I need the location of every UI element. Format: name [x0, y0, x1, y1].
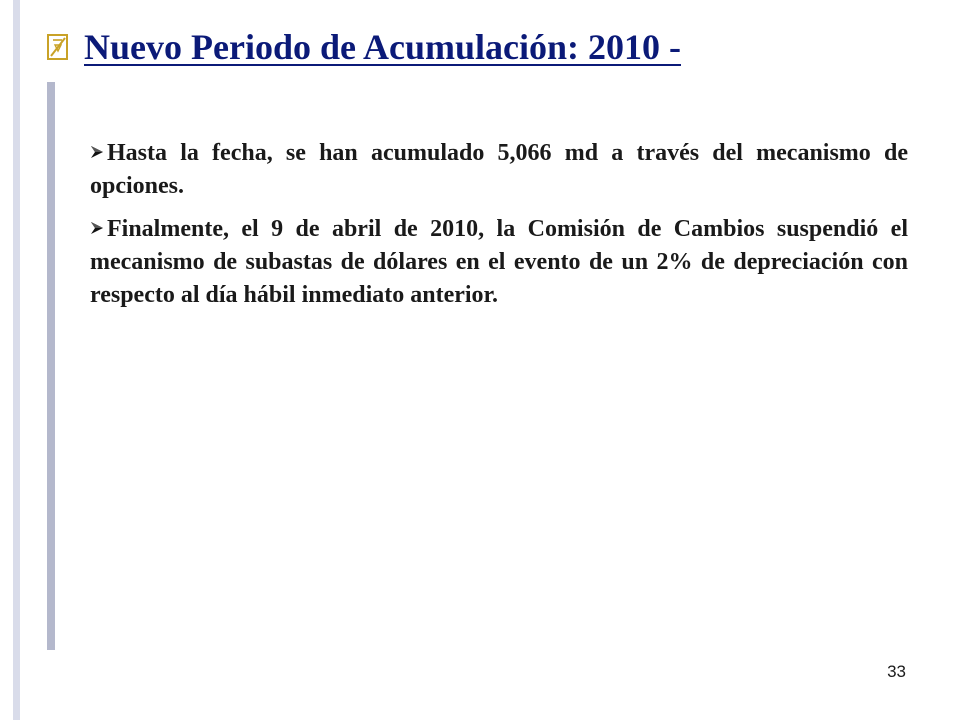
arrow-bullet-icon [90, 221, 104, 235]
content-side-rule [47, 82, 55, 650]
page-number: 33 [887, 662, 906, 681]
bullet-item [90, 137, 908, 203]
bullet-text: Finalmente, el 9 de abril de 2010, la Comisión de Cambios suspendió el mecanismo de subastas de dólares en el evento de un 2% de depreciación con respecto al día hábil inmediato anterior. [90, 216, 908, 308]
page-title: Nuevo Periodo de Acumulación: 2010 - [84, 27, 681, 67]
bullet-item [90, 213, 908, 312]
title-row [46, 24, 681, 70]
stamp-icon [46, 32, 70, 62]
bullet-text: Hasta la fecha, se han acumulado 5,066 md a través del mecanismo de opciones. [90, 140, 908, 199]
bullet-list [90, 137, 908, 322]
arrow-bullet-icon [90, 145, 104, 159]
left-border-rule [13, 0, 20, 720]
